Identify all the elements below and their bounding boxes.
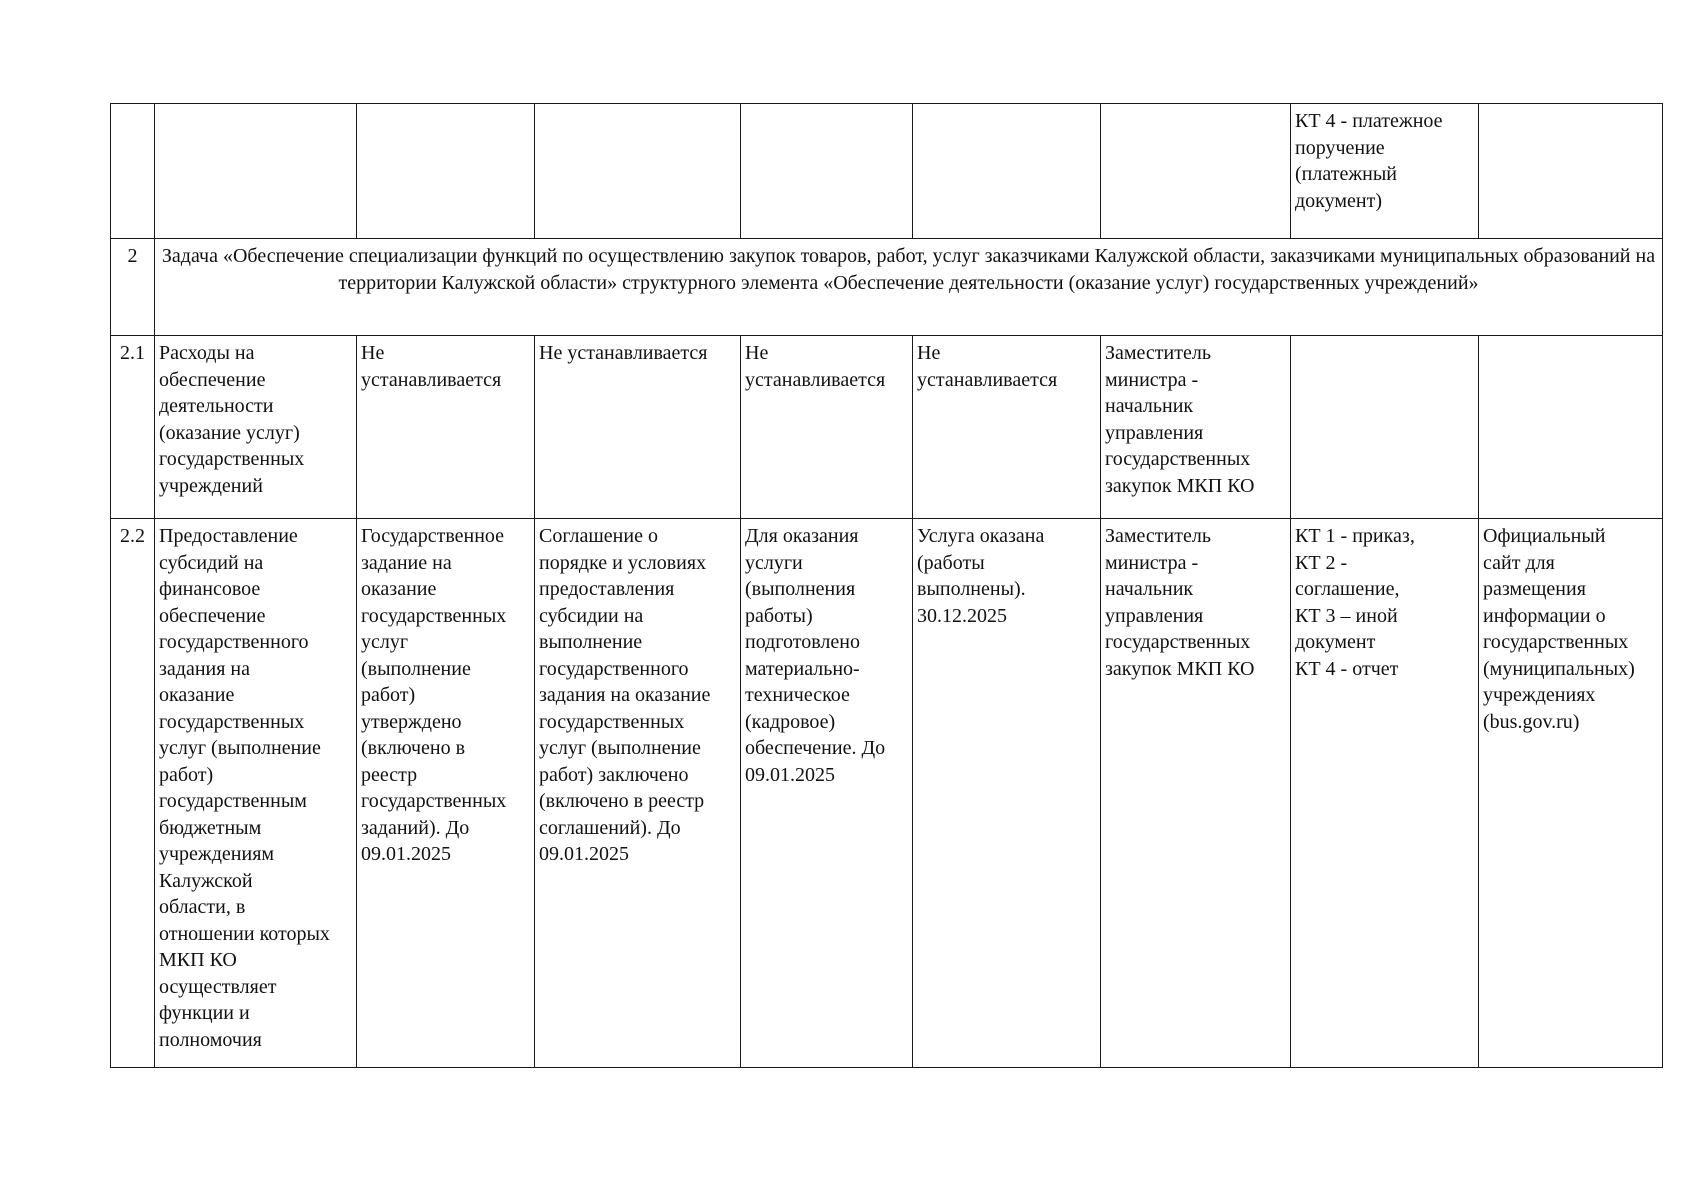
plan-table (110, 103, 1663, 1068)
row-name: Расходы на обеспечение деятельности (оказание услуг) государственных учреждений (155, 336, 357, 519)
row-number: 2.2 (111, 519, 155, 1068)
cell-responsible (1101, 104, 1291, 239)
row-col3: Не устанавливается (357, 336, 535, 519)
table-row (111, 519, 1663, 1068)
cell-name (155, 104, 357, 239)
table-row (111, 336, 1663, 519)
row-number: 2.1 (111, 336, 155, 519)
table-row-continued (111, 104, 1663, 239)
cell-number (111, 104, 155, 239)
row-col4: Не устанавливается (535, 336, 741, 519)
row-checkpoints: КТ 1 - приказ, КТ 2 - соглашение, КТ 3 – иной документ КТ 4 - отчет (1291, 519, 1479, 1068)
table-row-task (111, 239, 1663, 336)
row-col6: Не устанавливается (913, 336, 1101, 519)
cell-col3 (357, 104, 535, 239)
row-source (1479, 336, 1663, 519)
row-checkpoints (1291, 336, 1479, 519)
row-col3: Государственное задание на оказание государственных услуг (выполнение работ) утверждено (включено в реестр государственных заданий). До 09.01.2025 (357, 519, 535, 1068)
row-name: Предоставление субсидий на финансовое обеспечение государственного задания на оказание государственных услуг (выполнение работ) государственным бюджетным учреждениям Калужской области, в отношении которых МКП КО осуществляет функции и полномочия (155, 519, 357, 1068)
task-number: 2 (111, 239, 155, 336)
row-responsible: Заместитель министра - начальник управления государственных закупок МКП КО (1101, 336, 1291, 519)
row-col6: Услуга оказана (работы выполнены). 30.12.2025 (913, 519, 1101, 1068)
row-col5: Не устанавливается (741, 336, 913, 519)
row-source: Официальный сайт для размещения информации о государственных (муниципальных) учреждениях (bus.gov.ru) (1479, 519, 1663, 1068)
cell-col5 (741, 104, 913, 239)
cell-source (1479, 104, 1663, 239)
row-responsible: Заместитель министра - начальник управления государственных закупок МКП КО (1101, 519, 1291, 1068)
row-col4: Соглашение о порядке и условиях предоставления субсидии на выполнение государственного задания на оказание государственных услуг (выполнение работ) заключено (включено в реестр соглашений). До 09.01.2025 (535, 519, 741, 1068)
task-text: Задача «Обеспечение специализации функций по осуществлению закупок товаров, работ, услуг заказчиками Калужской области, заказчиками муниципальных образований на территории Калужской области» структурного элемента «Обеспечение деятельности (оказание услуг) государственных учреждений» (155, 239, 1663, 336)
row-col5: Для оказания услуги (выполнения работы) подготовлено материально- техническое (кадровое) обеспечение. До 09.01.2025 (741, 519, 913, 1068)
cell-col4 (535, 104, 741, 239)
cell-col6 (913, 104, 1101, 239)
cell-checkpoints: КТ 4 - платежное поручение (платежный документ) (1291, 104, 1479, 239)
